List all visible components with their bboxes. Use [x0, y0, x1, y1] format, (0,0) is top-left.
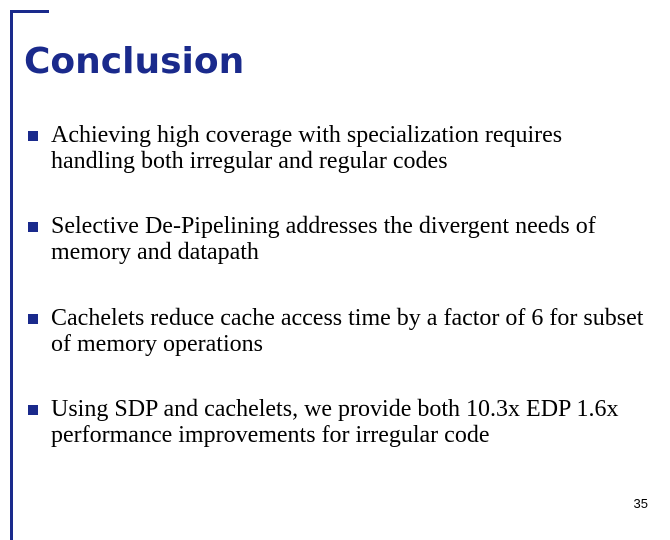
bullet-text: Using SDP and cachelets, we provide both 10.3x EDP 1.6x performance improvements for irregular code — [51, 396, 619, 448]
slide-frame-left-rule — [10, 10, 13, 540]
bullet-item — [28, 396, 658, 448]
bullet-text: Selective De-Pipelining addresses the divergent needs of memory and datapath — [51, 213, 596, 265]
bullet-text: Cachelets reduce cache access time by a factor of 6 for subset of memory operations — [51, 305, 644, 357]
slide-title: Conclusion — [24, 41, 245, 82]
bullet-item — [28, 305, 658, 357]
bullet-item — [28, 213, 658, 265]
square-bullet-icon — [28, 405, 38, 415]
square-bullet-icon — [28, 314, 38, 324]
square-bullet-icon — [28, 222, 38, 232]
slide-frame-top-rule — [10, 10, 49, 13]
slide-page-number: 35 — [633, 496, 648, 511]
square-bullet-icon — [28, 131, 38, 141]
bullet-item — [28, 122, 658, 174]
bullet-text: Achieving high coverage with specialization requires handling both irregular and regular codes — [51, 122, 563, 174]
